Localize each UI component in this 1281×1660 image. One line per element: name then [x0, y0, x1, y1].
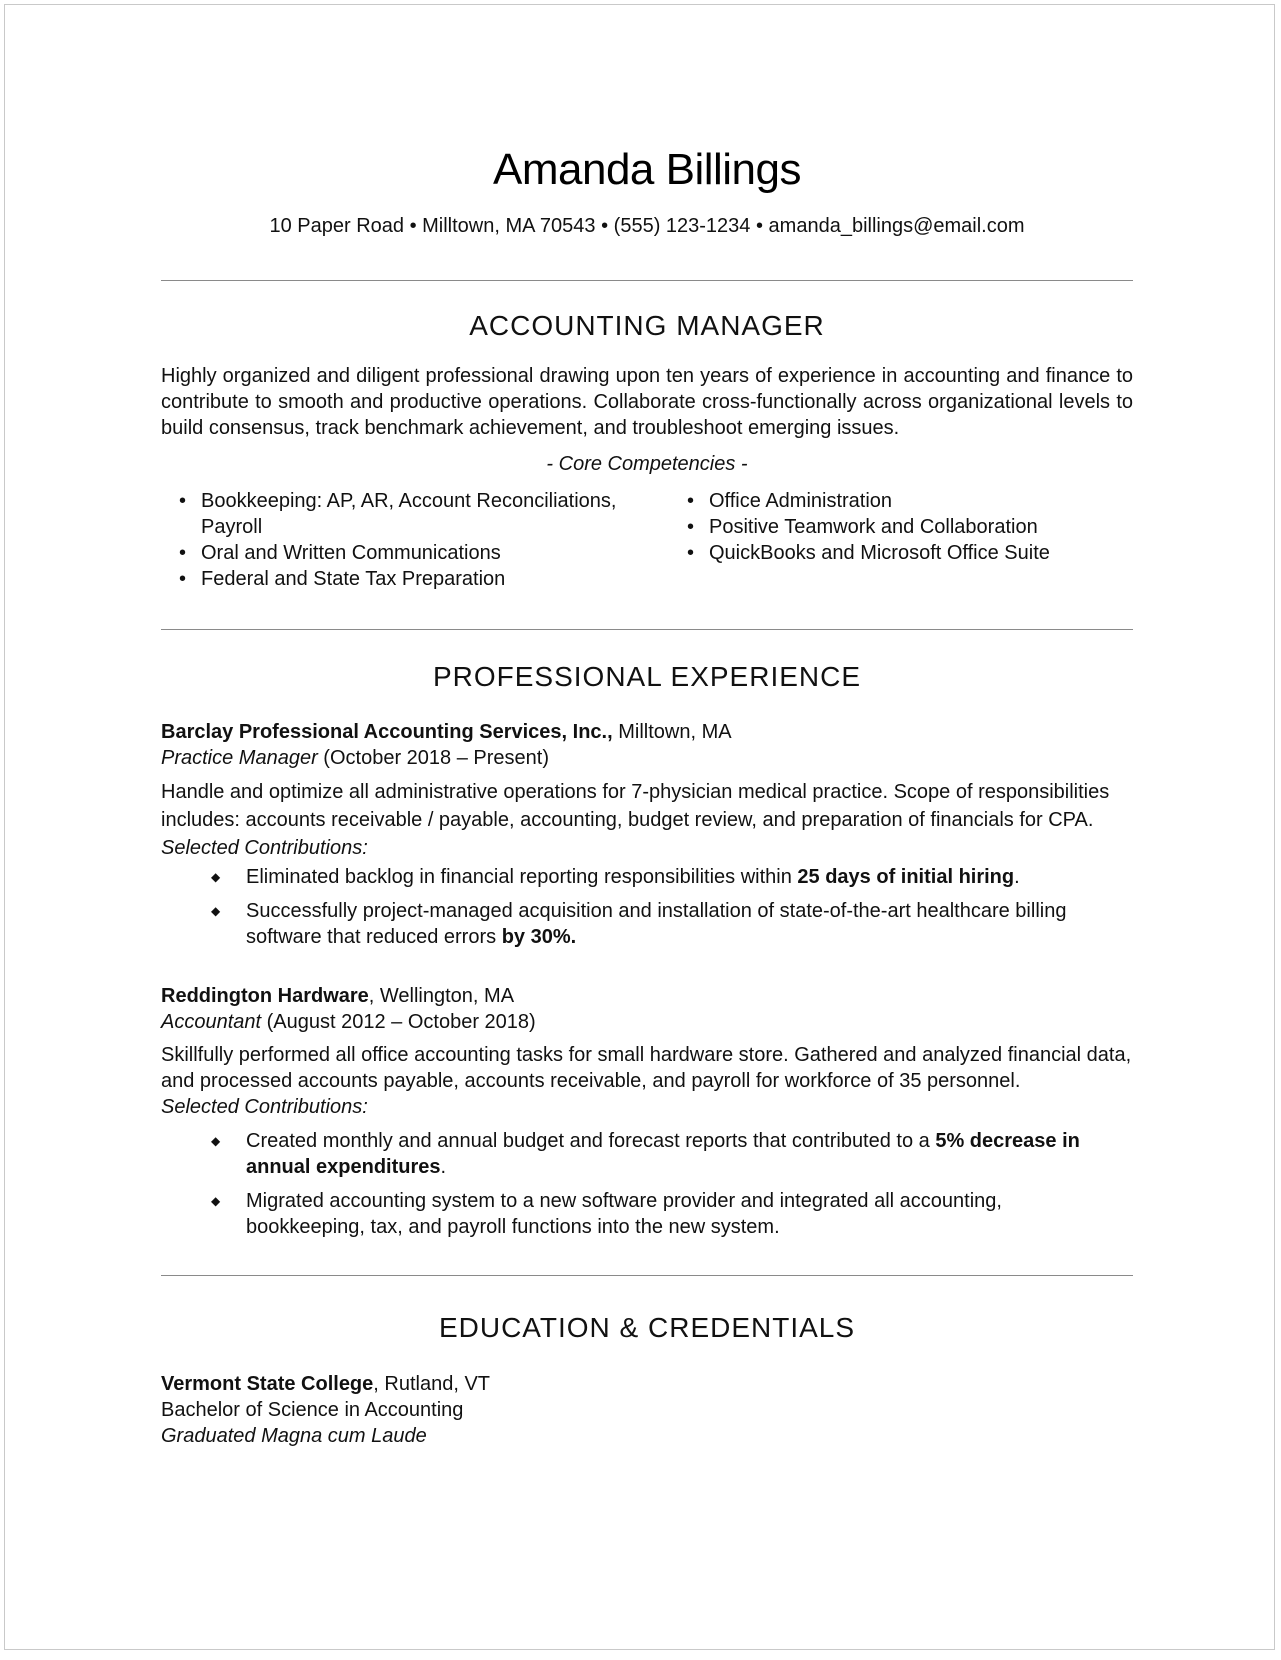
competency: Federal and State Tax Preparation: [201, 568, 506, 590]
contribution-end: .: [1014, 866, 1020, 888]
job-description: [161, 1042, 1133, 1120]
divider: [161, 280, 1133, 281]
bullet-icon: •: [179, 542, 187, 564]
contribution-highlight: by 30%.: [501, 926, 577, 948]
divider: [161, 629, 1133, 630]
contribution-highlight: 25 days of initial hiring: [797, 866, 1015, 888]
job-location: , Wellington, MA: [368, 985, 515, 1007]
contribution-highlight: 5% decrease in annual expenditures: [246, 1130, 1080, 1178]
list-item: [669, 514, 1129, 540]
list-item: [669, 488, 1129, 514]
divider: [161, 1275, 1133, 1276]
list-item: [211, 864, 1081, 890]
school-name: Vermont State College: [161, 1373, 374, 1395]
list-item: [669, 540, 1129, 566]
list-item: [211, 1188, 1081, 1240]
competency: Office Administration: [709, 490, 893, 512]
degree: Bachelor of Science in Accounting: [161, 1399, 464, 1421]
contributions-list: [211, 1128, 1081, 1240]
resume-page: [4, 4, 1275, 1650]
list-item: [161, 566, 631, 592]
job-heading: [161, 719, 732, 745]
diamond-bullet-icon: ◆: [211, 904, 221, 918]
contribution-text: Successfully project-managed acquisition and installation of state-of-the-art healthcare billing software that reduced errors: [246, 900, 1067, 948]
competency: Oral and Written Communications: [201, 542, 501, 564]
job-role-line: [161, 1009, 536, 1035]
competency: Positive Teamwork and Collaboration: [709, 516, 1038, 538]
school-line: [161, 1371, 490, 1397]
competency: QuickBooks and Microsoft Office Suite: [709, 542, 1050, 564]
bullet-icon: •: [179, 568, 187, 590]
job-description-text: Handle and optimize all administrative operations for 7-physician medical practice. Scope of responsibilities includes: accounts receivable / payable, accounting, budget review, and preparation of financials for CPA.: [161, 781, 1110, 831]
job-dates: (October 2018 – Present): [317, 747, 549, 769]
honors: Graduated Magna cum Laude: [161, 1425, 427, 1447]
job-description-text: Skillfully performed all office accounting tasks for small hardware store. Gathered and analyzed financial data, and processed accounts payable, accounts receivable, and payroll for workforce of 35 personnel.: [161, 1044, 1132, 1092]
bullet-icon: •: [687, 490, 695, 512]
competencies-heading: - Core Competencies -: [546, 453, 748, 475]
bullet-icon: •: [687, 516, 695, 538]
job-role: Practice Manager: [161, 747, 318, 769]
job-role-line: [161, 745, 549, 771]
contributions-label: Selected Contributions:: [161, 837, 368, 859]
list-item: [211, 898, 1081, 950]
section-title-experience: PROFESSIONAL EXPERIENCE: [432, 661, 862, 692]
school-location: , Rutland, VT: [373, 1373, 490, 1395]
job-location: Milltown, MA: [612, 721, 732, 743]
competencies-left-list: [161, 488, 631, 592]
contribution-text: Migrated accounting system to a new software provider and integrated all accounting, bookkeeping, tax, and payroll functions into the new system.: [246, 1190, 1002, 1238]
section-title-summary: ACCOUNTING MANAGER: [469, 310, 825, 341]
job-dates: (August 2012 – October 2018): [261, 1011, 536, 1033]
contributions-list: [211, 864, 1081, 950]
contributions-label: Selected Contributions:: [161, 1096, 368, 1118]
job-role: Accountant: [161, 1011, 262, 1033]
diamond-bullet-icon: ◆: [211, 1194, 221, 1208]
company-name: Reddington Hardware: [161, 985, 369, 1007]
competency: Bookkeeping: AP, AR, Account Reconciliations, Payroll: [201, 490, 617, 538]
list-item: [211, 1128, 1081, 1180]
section-title-education: EDUCATION & CREDENTIALS: [438, 1312, 856, 1343]
competencies-right-list: [669, 488, 1129, 566]
contribution-text: Eliminated backlog in financial reporting responsibilities within: [246, 866, 798, 888]
contribution-text: Created monthly and annual budget and forecast reports that contributed to a: [246, 1130, 936, 1152]
diamond-bullet-icon: ◆: [211, 1134, 221, 1148]
summary-paragraph: Highly organized and diligent professional drawing upon ten years of experience in accounting and finance to contribute to smooth and productive operations. Collaborate cross-functionally across organizational levels to build consensus, track benchmark achievement, and troubleshoot emerging issues.: [161, 365, 1133, 439]
candidate-name: Amanda Billings: [493, 145, 801, 194]
bullet-icon: •: [179, 490, 187, 512]
list-item: [161, 488, 631, 540]
contact-line: 10 Paper Road • Milltown, MA 70543 • (555) 123-1234 • amanda_billings@email.com: [269, 215, 1025, 237]
diamond-bullet-icon: ◆: [211, 870, 221, 884]
bullet-icon: •: [687, 542, 695, 564]
job-heading: [161, 983, 514, 1009]
job-description: [161, 778, 1133, 862]
company-name: Barclay Professional Accounting Services, Inc.,: [161, 721, 613, 743]
contribution-end: .: [440, 1156, 447, 1178]
list-item: [161, 540, 631, 566]
